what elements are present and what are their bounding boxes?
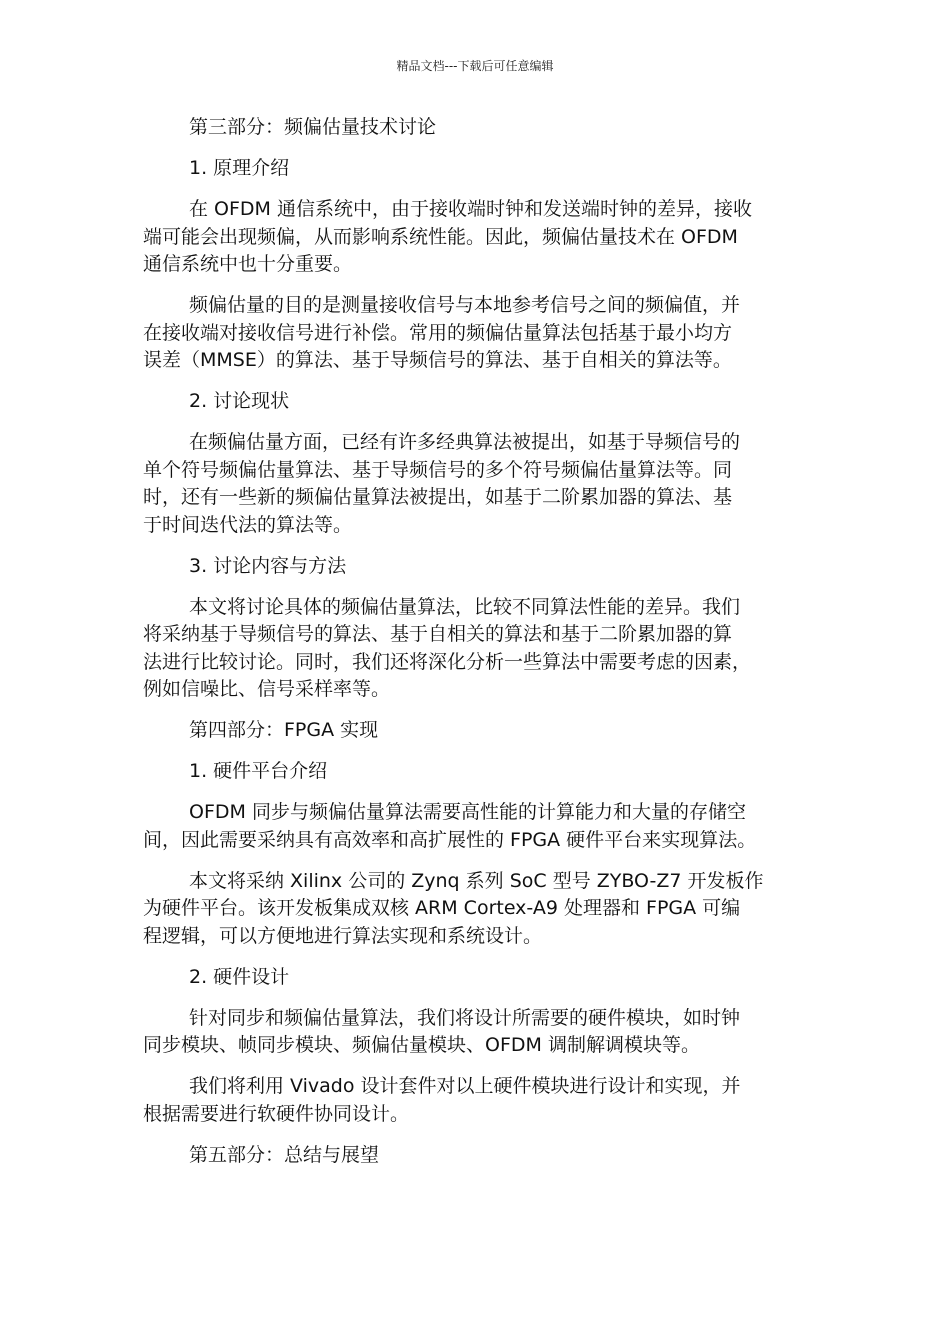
heading-line: 1. 原理介绍: [189, 157, 290, 179]
text-line: 针对同步和频偏估量算法，我们将设计所需要的硬件模块，如时钟: [189, 1006, 741, 1029]
heading-line: 第三部分：频偏估量技术讨论: [189, 116, 437, 138]
text-line: 时，还有一些新的频偏估量算法被提出，如基于二阶累加器的算法、基: [143, 486, 733, 508]
text-line: 端可能会出现频偏，从而影响系统性能。因此，频偏估量技术在 OFDM: [143, 225, 738, 248]
paragraph-estimation-purpose: [143, 292, 803, 375]
text-line: 法进行比较讨论。同时，我们还将深化分析一些算法中需要考虑的因素，: [143, 650, 752, 673]
text-line: 通信系统中也十分重要。: [143, 253, 353, 275]
text-line: 例如信噪比、信号采样率等。: [143, 678, 391, 700]
heading-line: 2. 讨论现状: [189, 390, 290, 412]
text-line: 误差（MMSE）的算法、基于导频信号的算法、基于自相关的算法等。: [143, 349, 732, 371]
text-line: 本文将讨论具体的频偏估量算法，比较不同算法性能的差异。我们: [189, 595, 741, 618]
text-line: 本文将采纳 Xilinx 公司的 Zynq 系列 SoC 型号 ZYBO-Z7 开发板作: [189, 869, 764, 892]
paragraph-zybo-board: [143, 868, 803, 951]
text-line: 在频偏估量方面，已经有许多经典算法被提出，如基于导频信号的: [189, 431, 741, 453]
subheading-research-status: [143, 388, 803, 416]
heading-line: 2. 硬件设计: [189, 965, 290, 988]
subheading-hardware-platform: [143, 758, 803, 786]
document-body: [143, 114, 803, 1183]
section-heading-part-4: [143, 717, 803, 745]
paragraph-classic-algorithms: [143, 429, 803, 539]
section-heading-part-3: [143, 114, 803, 142]
heading-line: 第四部分：FPGA 实现: [189, 719, 379, 741]
text-line: 间，因此需要采纳具有高效率和高扩展性的 FPGA 硬件平台来实现算法。: [143, 828, 757, 851]
text-line: OFDM 同步与频偏估量算法需要高性能的计算能力和大量的存储空: [189, 801, 746, 823]
subheading-hardware-design: [143, 964, 803, 992]
section-heading-part-5: [143, 1142, 803, 1170]
heading-line: 3. 讨论内容与方法: [189, 554, 347, 577]
text-line: 将采纳基于导频信号的算法、基于自相关的算法和基于二阶累加器的算: [143, 623, 733, 645]
text-line: 为硬件平台。该开发板集成双核 ARM Cortex-A9 处理器和 FPGA 可编: [143, 897, 741, 919]
text-line: 我们将利用 Vivado 设计套件对以上硬件模块进行设计和实现，并: [189, 1075, 741, 1097]
heading-line: 第五部分：总结与展望: [189, 1143, 380, 1166]
text-line: 频偏估量的目的是测量接收信号与本地参考信号之间的频偏值，并: [189, 294, 741, 316]
text-line: 于时间迭代法的算法等。: [143, 513, 353, 536]
subheading-content-methods: [143, 553, 803, 581]
paragraph-comparison: [143, 594, 803, 704]
page-header: 精品文档---下载后可任意编辑: [396, 59, 554, 73]
heading-line: 1. 硬件平台介绍: [189, 760, 328, 782]
text-line: 在接收端对接收信号进行补偿。常用的频偏估量算法包括基于最小均方: [143, 321, 733, 344]
text-line: 根据需要进行软硬件协同设计。: [143, 1102, 410, 1125]
paragraph-hardware-modules: [143, 1005, 803, 1060]
text-line: 单个符号频偏估量算法、基于导频信号的多个符号频偏估量算法等。同: [143, 458, 733, 481]
text-line: 在 OFDM 通信系统中，由于接收端时钟和发送端时钟的差异，接收: [189, 198, 752, 220]
paragraph-ofdm-frequency-offset: [143, 196, 803, 279]
paragraph-fpga-need: [143, 799, 803, 854]
text-line: 同步模块、帧同步模块、频偏估量模块、OFDM 调制解调模块等。: [143, 1034, 700, 1056]
text-line: 程逻辑，可以方便地进行算法实现和系统设计。: [143, 924, 543, 947]
paragraph-vivado: [143, 1073, 803, 1128]
subheading-principle: [143, 155, 803, 183]
